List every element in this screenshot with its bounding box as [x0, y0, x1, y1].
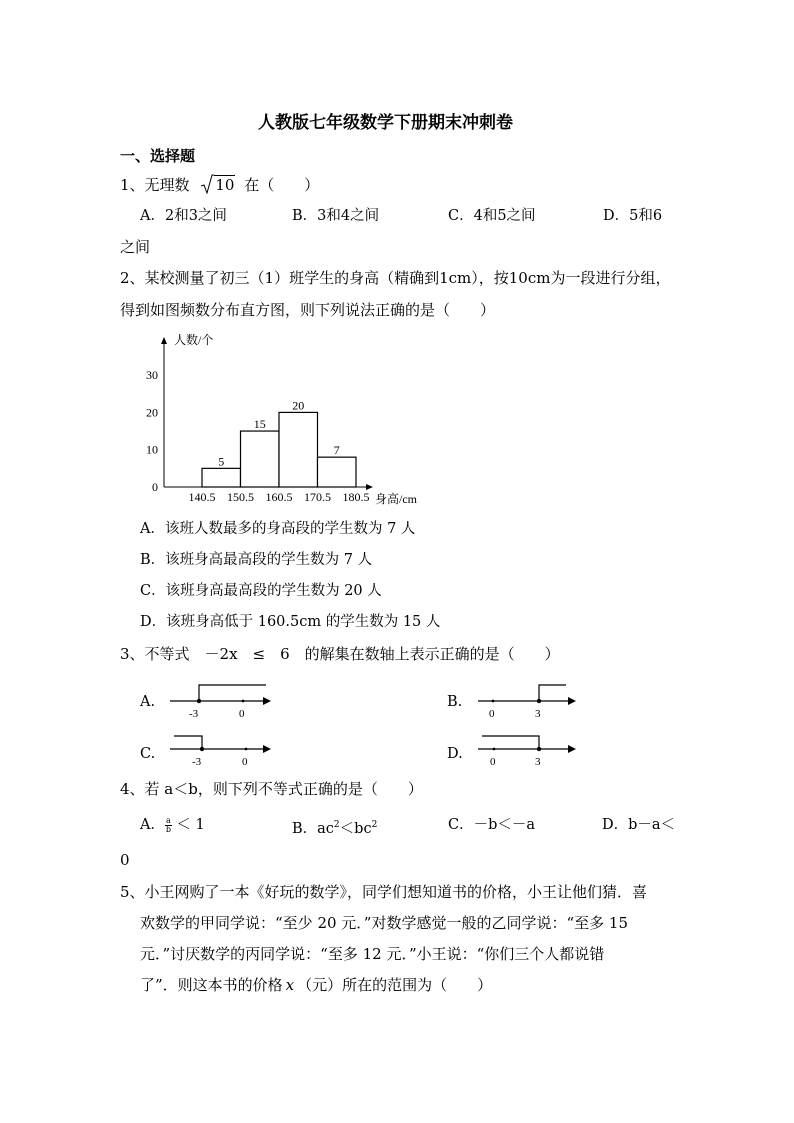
- q4-option-d-wrap: 0: [120, 851, 130, 869]
- q2-option-b[interactable]: B．该班身高最高段的学生数为 7 人: [140, 552, 373, 568]
- x-tick-label: 170.5: [304, 490, 331, 504]
- question-2-line-1: 2、某校测量了初三（1）班学生的身高（精确到1cm），按10cm为一段进行分组，: [120, 269, 671, 287]
- y-axis-label: 人数/个: [174, 333, 214, 347]
- sqrt-symbol: [200, 175, 235, 195]
- histogram-bar: [241, 431, 280, 487]
- bar-data-label: 20: [292, 398, 305, 413]
- q2-option-a[interactable]: A．该班人数最多的身高段的学生数为 7 人: [140, 521, 416, 537]
- q3-option-a-numberline[interactable]: [165, 680, 280, 720]
- q5-line-4-text-2: （元）所在的范围为（ ）: [297, 976, 493, 994]
- x-tick-label: 150.5: [227, 490, 254, 504]
- q1-option-c[interactable]: C．4和5之间: [448, 208, 536, 224]
- bar-data-label: 5: [218, 454, 225, 469]
- q1-option-b[interactable]: B．3和4之间: [292, 208, 380, 224]
- y-tick-label: 30: [146, 368, 158, 383]
- q3-option-c-label[interactable]: C.: [140, 746, 156, 762]
- x-tick-label: 140.5: [188, 490, 216, 504]
- question-2-line-2: 得到如图频数分布直方图，则下列说法正确的是（ ）: [120, 301, 496, 319]
- bar-data-label: 15: [253, 417, 266, 432]
- q2-option-c[interactable]: C．该班身高最高段的学生数为 20 人: [140, 583, 382, 599]
- x-tick-label: 180.5: [342, 490, 370, 504]
- question-4: 4、若 a＜b，则下列不等式正确的是（ ）: [120, 780, 423, 798]
- q1-option-d[interactable]: D．5和6: [603, 208, 663, 224]
- q2-option-d[interactable]: D．该班身高低于 160.5cm 的学生数为 15 人: [140, 614, 441, 630]
- x-axis-label: 身高/cm: [375, 492, 417, 506]
- tick-label: 0: [242, 756, 248, 768]
- y-tick-label: 20: [146, 405, 158, 420]
- page-title: 人教版七年级数学下册期末冲刺卷: [258, 113, 513, 133]
- fraction-denominator: b: [165, 824, 171, 834]
- tick-label: -3: [189, 708, 199, 720]
- section-heading: 一、选择题: [120, 147, 196, 165]
- radical-icon: [200, 174, 214, 194]
- q4-option-b[interactable]: [292, 815, 377, 839]
- question-1: [120, 175, 319, 195]
- tick-label: 0: [239, 708, 245, 720]
- q3-option-d-numberline[interactable]: [474, 731, 584, 771]
- q4-option-d[interactable]: D．b－a＜: [602, 817, 676, 833]
- q1-option-d-wrap: 之间: [120, 238, 151, 256]
- q4-option-a-label: A．: [140, 817, 165, 833]
- fraction-numerator: a: [165, 815, 171, 825]
- q4-option-b-text: B．ac: [292, 820, 334, 837]
- q1-suffix: 在（ ）: [244, 176, 320, 194]
- x-tick-label: 160.5: [265, 490, 293, 504]
- histogram-chart: [140, 330, 440, 510]
- fraction: [165, 817, 172, 834]
- question-3: 3、不等式 －2x ≤ 6 的解集在数轴上表示正确的是（ ）: [120, 645, 560, 663]
- q3-option-d-label[interactable]: D.: [447, 746, 463, 762]
- q1-radicand: 10: [215, 176, 235, 194]
- histogram-bar: [202, 468, 241, 487]
- question-5-line-1: 5、小王网购了一本《好玩的数学》，同学们想知道书的价格，小王让他们猜．喜: [120, 883, 648, 901]
- variable-x: x: [285, 976, 295, 994]
- q4-option-a[interactable]: [140, 815, 205, 835]
- q3-option-a-label[interactable]: A.: [140, 694, 156, 710]
- tick-label: 3: [535, 708, 541, 720]
- q4-option-b-text-2: ＜bc: [339, 820, 372, 837]
- superscript: 2: [371, 820, 378, 830]
- q4-option-c[interactable]: C．－b＜－a: [448, 817, 536, 833]
- q1-prefix: 1、无理数: [120, 176, 190, 194]
- y-tick-label: 0: [152, 480, 158, 494]
- tick-label: 0: [489, 708, 495, 720]
- q3-option-b-numberline[interactable]: [474, 680, 584, 720]
- q1-option-a[interactable]: A．2和3之间: [140, 208, 227, 224]
- tick-label: 0: [490, 756, 496, 768]
- bar-data-label: 7: [333, 443, 340, 458]
- question-5-line-2: 欢数学的甲同学说：“至少 20 元．”对数学感觉一般的乙同学说：“至多 15: [140, 914, 628, 932]
- tick-label: -3: [192, 756, 202, 768]
- y-tick-label: 10: [146, 442, 158, 457]
- histogram-bar: [279, 412, 318, 487]
- q3-option-b-label[interactable]: B.: [447, 694, 463, 710]
- question-5-line-3: 元．”讨厌数学的丙同学说：“至多 12 元．”小王说：“你们三个人都说错: [140, 945, 605, 963]
- q3-option-c-numberline[interactable]: [165, 731, 280, 771]
- superscript: 2: [333, 820, 340, 830]
- histogram-bar: [318, 457, 357, 487]
- tick-label: 3: [535, 756, 541, 768]
- q5-line-4-text: 了”．则这本书的价格: [140, 976, 283, 994]
- q4-option-a-rest: ＜ 1: [176, 817, 205, 833]
- question-5-line-4: [140, 975, 492, 995]
